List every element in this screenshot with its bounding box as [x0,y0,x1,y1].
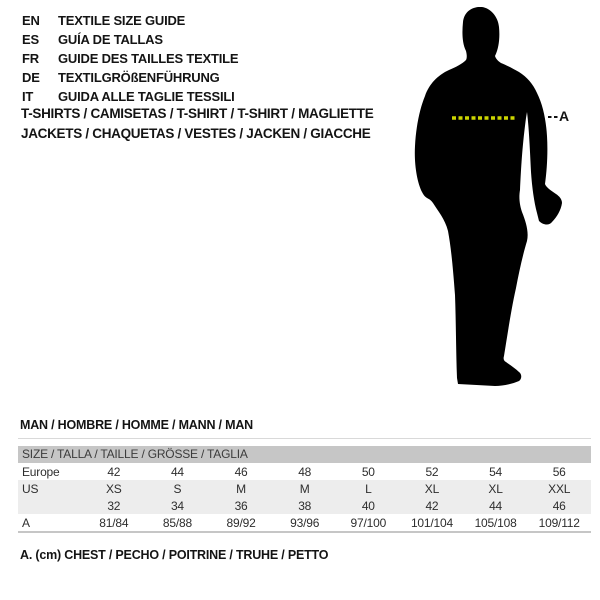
size-cell: L [365,481,372,496]
language-label: GUIDE DES TAILLES TEXTILE [58,51,239,66]
size-cell: M [299,481,310,496]
size-cell: S [173,481,182,496]
measurement-label-a: A [559,108,570,124]
measurement-figure [400,0,580,395]
row-label: A [22,515,30,530]
size-cell: 97/100 [350,515,387,530]
language-label: GUÍA DE TALLAS [58,32,163,47]
section-title-man: MAN / HOMBRE / HOMME / MANN / MAN [20,418,253,432]
measurement-footnote: A. (cm) CHEST / PECHO / POITRINE / TRUHE / PETTO [20,548,329,562]
size-cell: 81/84 [99,515,129,530]
size-table-header: SIZE / TALLA / TAILLE / GRÖSSE / TAGLIA [18,446,591,463]
garment-categories [21,104,373,143]
table-row-chest-cm [18,514,591,531]
size-cell: M [236,481,246,496]
size-cell: 44 [170,464,184,479]
language-label: TEXTILGRÖßENFÜHRUNG [58,70,220,85]
size-cell: 46 [234,464,248,479]
language-label: TEXTILE SIZE GUIDE [58,13,186,28]
size-cell: 34 [170,498,184,513]
category-line-jackets: JACKETS / CHAQUETAS / VESTES / JACKEN / GIACCHE [21,125,371,141]
row-label: US [22,481,39,496]
language-list [22,11,238,106]
language-code: DE [22,70,40,85]
language-row [22,11,238,30]
language-row [22,68,238,87]
language-code: ES [22,32,39,47]
language-row [22,49,238,68]
size-cell: 85/88 [162,515,192,530]
table-row-europe [18,463,591,480]
size-cell: 38 [298,498,312,513]
language-code: IT [22,89,34,104]
size-cell: 54 [489,464,503,479]
size-cell: XXL [548,481,571,496]
language-label: GUIDA ALLE TAGLIE TESSILI [58,89,235,104]
size-cell: 50 [361,464,375,479]
size-cell: 93/96 [290,515,320,530]
man-silhouette-icon [400,0,580,395]
size-cell: 101/104 [410,515,453,530]
table-top-rule [18,438,591,439]
language-row [22,30,238,49]
size-cell: 89/92 [226,515,256,530]
row-label: Europe [22,464,60,479]
size-cell: 44 [489,498,503,513]
table-row-alt-numeric [18,497,591,514]
size-cell: 42 [107,464,121,479]
table-row-us [18,480,591,497]
language-code: EN [22,13,40,28]
size-cell: 42 [425,498,439,513]
size-cell: XS [106,481,122,496]
category-line-tshirts: T-SHIRTS / CAMISETAS / T-SHIRT / T-SHIRT / MAGLIETTE [21,106,374,121]
size-cell: 109/112 [538,515,580,530]
table-bottom-rule [18,531,591,533]
size-cell: XL [424,481,440,496]
size-cell: 52 [425,464,439,479]
size-cell: 56 [552,464,566,479]
size-cell: 46 [552,498,566,513]
size-cell: 48 [298,464,312,479]
size-cell: 36 [234,498,248,513]
size-cell: 40 [361,498,375,513]
size-cell: 105/108 [474,515,517,530]
size-table [18,446,591,531]
size-cell: XL [488,481,503,496]
language-code: FR [22,51,39,66]
size-cell: 32 [107,498,121,513]
